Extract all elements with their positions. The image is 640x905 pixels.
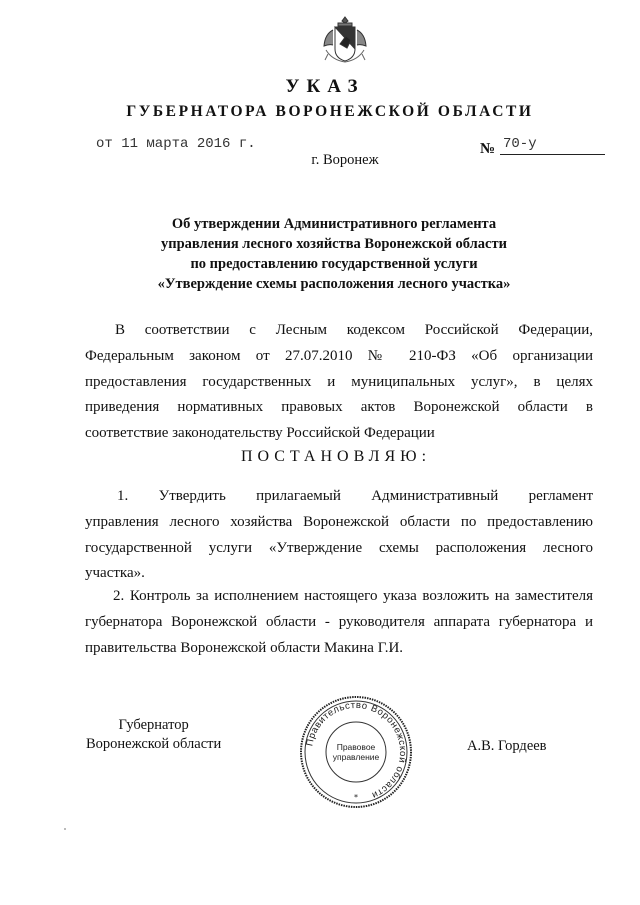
signatory-position — [86, 716, 221, 754]
text-line: 1. Утвердить прилагаемый Административный регламент — [117, 488, 593, 504]
text-line: приведения нормативных правовых актов Воронежской области в — [85, 399, 593, 416]
decree-heading: ПОСТАНОВЛЯЮ: — [240, 448, 432, 465]
regulation-title-line: по предоставлению государственной услуги — [190, 256, 478, 272]
signatory-position-line: Воронежской области — [86, 736, 222, 752]
stamp-center-line: Правовое — [336, 742, 376, 752]
legal-department-stamp — [298, 694, 414, 810]
stamp-ring-text: Правительство Воронежской области — [304, 699, 409, 801]
regulation-title-line: управления лесного хозяйства Воронежской области — [161, 236, 507, 252]
stamp-star-icon: * — [354, 793, 358, 802]
text-line: губернатора Воронежской области - руководителя аппарата губернатора и — [85, 613, 593, 630]
document-number: 70-у — [503, 136, 537, 152]
item-1-paragraph — [85, 484, 593, 587]
regulation-title-line: «Утверждение схемы расположения лесного участка» — [157, 276, 511, 292]
preamble-paragraph — [85, 318, 593, 447]
text-line: Федеральным законом от 27.07.2010 № 210-ФЗ «Об организации — [85, 347, 593, 364]
text-line: 2. Контроль за исполнением настоящего указа возложить на заместителя — [113, 588, 593, 604]
text-line: участка». — [85, 565, 145, 582]
signatory-position-line: Губернатор — [118, 717, 189, 733]
text-line: В соответствии с Лесным кодексом Российской Федерации, — [115, 322, 593, 338]
document-title: УКАЗ — [285, 76, 365, 97]
stamp-center-line: управление — [332, 752, 380, 762]
number-label: № — [480, 141, 496, 157]
text-line: соответствие законодательству Российской Федерации — [85, 425, 435, 442]
item-2-paragraph — [85, 584, 593, 661]
signatory-name: А.В. Гордеев — [467, 738, 547, 754]
text-line: предоставления государственных и муниципальных услуг», в целях — [85, 373, 593, 390]
regulation-title — [0, 214, 640, 294]
document-city: г. Воронеж — [311, 152, 379, 168]
text-line: правительства Воронежской области Макина Г.И. — [85, 639, 404, 656]
text-line: государственной услуги «Утверждение схемы расположения лесного — [85, 539, 593, 556]
regulation-title-line: Об утверждении Административного регламента — [171, 216, 497, 232]
scan-speck — [64, 828, 66, 830]
coat-of-arms-icon — [318, 14, 372, 66]
document-date: от 11 марта 2016 г. — [96, 136, 256, 152]
text-line: управления лесного хозяйства Воронежской области по предоставлению — [85, 513, 593, 530]
document-issuer: ГУБЕРНАТОРА ВОРОНЕЖСКОЙ ОБЛАСТИ — [126, 103, 534, 120]
